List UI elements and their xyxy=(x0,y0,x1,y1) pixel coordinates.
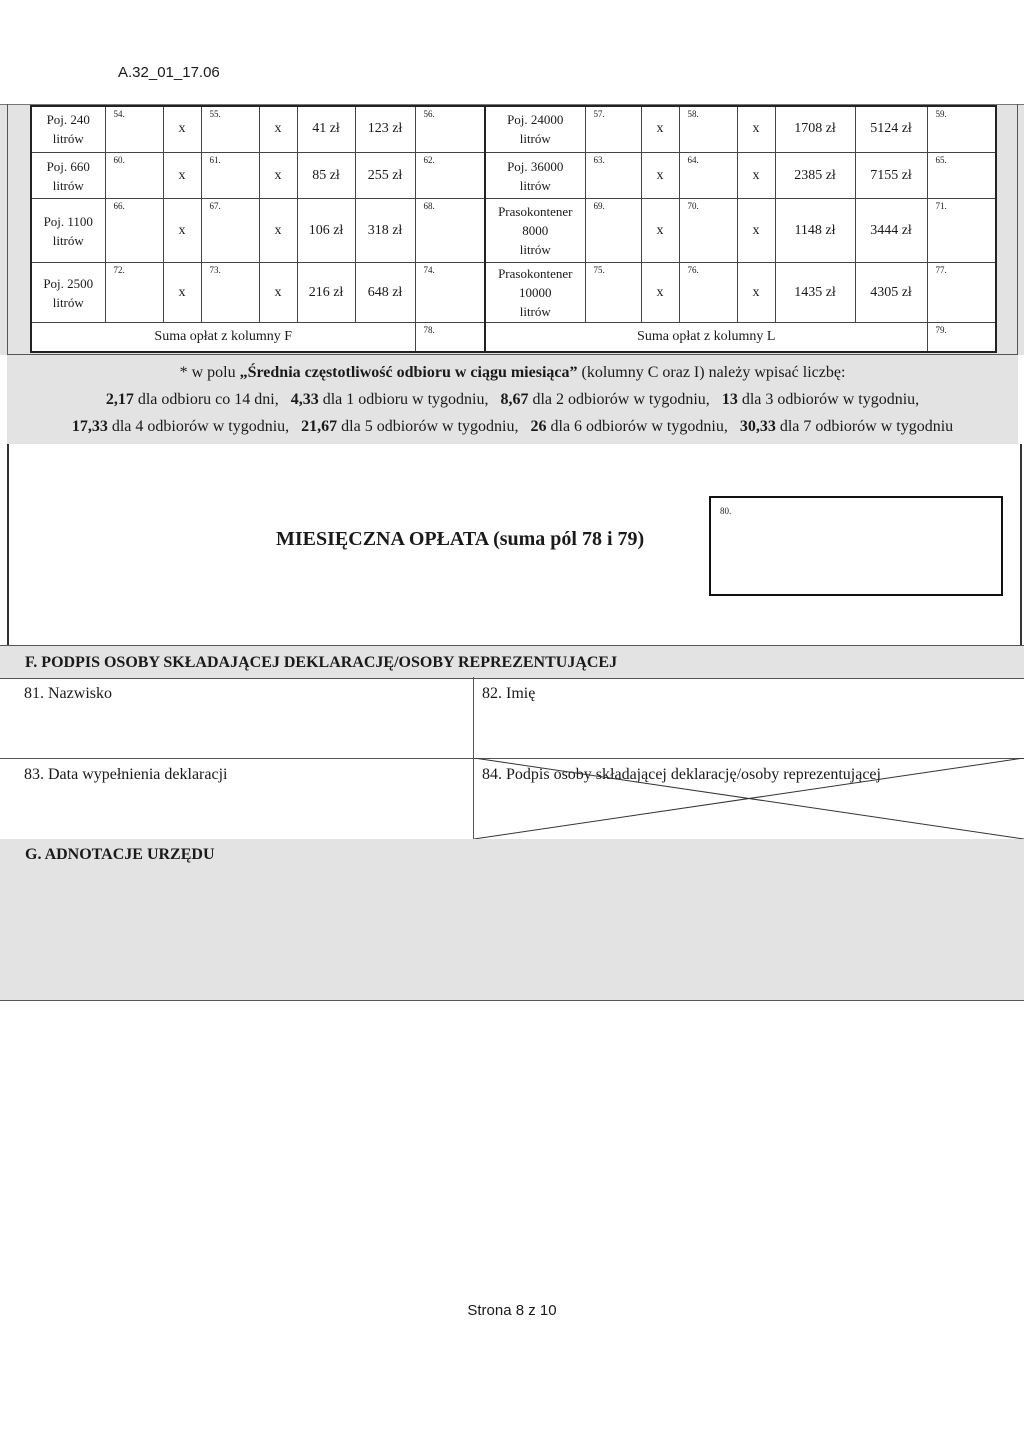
right-container-label: Poj. 24000 litrów xyxy=(485,106,585,152)
field-number: 78. xyxy=(423,325,435,336)
right-multiply-sign: x xyxy=(737,199,775,263)
field-number: 58. xyxy=(687,109,699,119)
right-multiply-sign: x xyxy=(641,106,679,152)
field-number: 67. xyxy=(209,201,221,212)
left-fee-field[interactable] xyxy=(415,262,485,322)
left-multiply-sign: x xyxy=(259,152,297,198)
frequency-value: 21,67 xyxy=(301,418,338,435)
right-fee-field[interactable] xyxy=(927,152,996,198)
left-rate: 85 zł xyxy=(297,152,355,198)
frequency-description: dla 4 odbiorów w tygodniu, xyxy=(107,418,302,435)
right-count-field[interactable] xyxy=(585,199,641,263)
right-fee-field[interactable] xyxy=(927,106,996,152)
frame-line-right xyxy=(1017,104,1018,354)
field-number: 66. xyxy=(113,201,125,212)
document-code: A.32_01_17.06 xyxy=(118,64,220,81)
right-rate-total: 7155 zł xyxy=(855,152,927,198)
section-f-header xyxy=(0,645,1024,679)
field-82-first-name[interactable]: 82. Imię xyxy=(482,685,536,702)
left-frequency-field[interactable] xyxy=(201,106,259,152)
right-count-field[interactable] xyxy=(585,152,641,198)
field-number: 64. xyxy=(687,154,699,165)
frequency-description: dla 7 odbiorów w tygodniu xyxy=(775,418,954,435)
field-number: 68. xyxy=(423,201,435,212)
frequency-description: dla 5 odbiorów w tygodniu, xyxy=(337,418,531,435)
left-rate-total: 255 zł xyxy=(355,152,415,198)
table-row xyxy=(31,106,996,152)
left-rate: 41 zł xyxy=(297,106,355,152)
right-rate-total: 3444 zł xyxy=(855,199,927,263)
right-fee-field[interactable] xyxy=(927,262,996,322)
note-line-1: * w polu „Średnia częstotliwość odbioru w ciągu miesiąca” (kolumny C oraz I) należy wpisać liczbę: xyxy=(179,364,846,381)
signature-row-2 xyxy=(0,758,1024,840)
left-multiply-sign: x xyxy=(163,199,201,263)
left-fee-field[interactable] xyxy=(415,106,485,152)
field-number: 61. xyxy=(209,154,221,165)
left-count-field[interactable] xyxy=(105,152,163,198)
left-container-label: Poj. 2500 litrów xyxy=(31,262,105,322)
section-g-title: G. ADNOTACJE URZĘDU xyxy=(25,846,215,863)
frame-line-left xyxy=(7,104,8,354)
left-rate-total: 648 zł xyxy=(355,262,415,322)
note-line-3 xyxy=(7,418,1018,436)
sum-row xyxy=(31,323,996,352)
field-number: 70. xyxy=(687,201,699,212)
table-row xyxy=(31,199,996,263)
frequency-value: 8,67 xyxy=(500,391,529,408)
left-container-label: Poj. 240 litrów xyxy=(31,106,105,152)
right-frequency-field[interactable] xyxy=(679,199,737,263)
frequency-value: 26 xyxy=(530,418,547,435)
field-number: 60. xyxy=(113,154,125,165)
left-container-label: Poj. 1100 litrów xyxy=(31,199,105,263)
section-f-title: F. PODPIS OSOBY SKŁADAJĄCEJ DEKLARACJĘ/OSOBY REPREZENTUJĄCEJ xyxy=(25,654,618,671)
left-frequency-field[interactable] xyxy=(201,262,259,322)
field-number: 62. xyxy=(423,154,435,165)
left-multiply-sign: x xyxy=(259,262,297,322)
table-row xyxy=(31,152,996,198)
frequency-value: 2,17 xyxy=(105,391,134,408)
right-multiply-sign: x xyxy=(641,152,679,198)
field-number: 69. xyxy=(593,201,605,212)
frequency-value: 4,33 xyxy=(290,391,319,408)
right-rate-total: 5124 zł xyxy=(855,106,927,152)
right-frequency-field[interactable] xyxy=(679,262,737,322)
right-fee-field[interactable] xyxy=(927,199,996,263)
field-number: 73. xyxy=(209,264,221,275)
fee-table xyxy=(30,105,997,353)
note-line-2 xyxy=(7,391,1018,409)
right-multiply-sign: x xyxy=(737,262,775,322)
right-multiply-sign: x xyxy=(641,262,679,322)
left-multiply-sign: x xyxy=(259,106,297,152)
left-container-label: Poj. 660 litrów xyxy=(31,152,105,198)
field-83-fill-date[interactable]: 83. Data wypełnienia deklaracji xyxy=(24,766,228,783)
right-container-label: Poj. 36000 litrów xyxy=(485,152,585,198)
left-rate-total: 123 zł xyxy=(355,106,415,152)
right-count-field[interactable] xyxy=(585,262,641,322)
field-number: 75. xyxy=(593,264,605,275)
field-number: 72. xyxy=(113,264,125,275)
field-number: 63. xyxy=(593,154,605,165)
sum-f-field[interactable] xyxy=(415,323,485,352)
sum-l-label: Suma opłat z kolumny L xyxy=(485,323,927,352)
right-multiply-sign: x xyxy=(641,199,679,263)
left-multiply-sign: x xyxy=(163,152,201,198)
left-frequency-field[interactable] xyxy=(201,152,259,198)
right-rate: 1435 zł xyxy=(775,262,855,322)
frequency-description: dla odbioru co 14 dni, xyxy=(133,391,291,408)
right-container-label: Prasokontener 10000 litrów xyxy=(485,262,585,322)
right-rate-total: 4305 zł xyxy=(855,262,927,322)
field-number: 57. xyxy=(593,109,605,119)
field-number: 59. xyxy=(935,109,947,119)
left-count-field[interactable] xyxy=(105,199,163,263)
right-rate: 2385 zł xyxy=(775,152,855,198)
left-multiply-sign: x xyxy=(163,262,201,322)
left-fee-field[interactable] xyxy=(415,152,485,198)
field-number: 65. xyxy=(935,154,947,165)
frequency-note xyxy=(7,354,1018,446)
left-count-field[interactable] xyxy=(105,262,163,322)
left-count-field[interactable] xyxy=(105,106,163,152)
monthly-fee-section xyxy=(7,444,1022,645)
right-count-field[interactable] xyxy=(585,106,641,152)
frequency-value: 30,33 xyxy=(739,418,776,435)
field-80-monthly-fee[interactable] xyxy=(709,496,1003,596)
left-fee-field[interactable] xyxy=(415,199,485,263)
right-frequency-field[interactable] xyxy=(679,106,737,152)
field-number: 80. xyxy=(720,506,732,516)
right-container-label: Prasokontener 8000 litrów xyxy=(485,199,585,263)
page-number: Strona 8 z 10 xyxy=(467,1302,557,1319)
field-number: 76. xyxy=(687,264,699,275)
field-number: 79. xyxy=(935,325,947,336)
table-row xyxy=(31,262,996,322)
frequency-description: dla 3 odbiorów w tygodniu, xyxy=(737,391,920,408)
sum-l-field[interactable] xyxy=(927,323,996,352)
frequency-description: dla 1 odbioru w tygodniu, xyxy=(318,391,501,408)
left-multiply-sign: x xyxy=(163,106,201,152)
frequency-value: 13 xyxy=(721,391,738,408)
field-84-signature[interactable]: 84. Podpis osoby składającej deklarację/osoby reprezentującej xyxy=(482,766,881,783)
right-rate: 1708 zł xyxy=(775,106,855,152)
frequency-description: dla 6 odbiorów w tygodniu, xyxy=(546,418,740,435)
right-frequency-field[interactable] xyxy=(679,152,737,198)
field-number: 71. xyxy=(935,201,947,212)
monthly-fee-label: MIESIĘCZNA OPŁATA (suma pól 78 i 79) xyxy=(276,528,645,550)
field-number: 55. xyxy=(209,109,221,119)
frequency-description: dla 2 odbiorów w tygodniu, xyxy=(528,391,722,408)
left-rate: 106 zł xyxy=(297,199,355,263)
right-multiply-sign: x xyxy=(737,152,775,198)
section-g-header xyxy=(0,839,1024,871)
left-rate: 216 zł xyxy=(297,262,355,322)
right-multiply-sign: x xyxy=(737,106,775,152)
signature-row-1 xyxy=(0,677,1024,759)
sum-f-label: Suma opłat z kolumny F xyxy=(31,323,415,352)
crossed-out-mark xyxy=(474,758,1024,839)
field-number: 74. xyxy=(423,264,435,275)
field-number: 54. xyxy=(113,109,125,119)
field-81-surname[interactable]: 81. Nazwisko xyxy=(24,685,112,702)
office-notes-area xyxy=(0,870,1024,1001)
field-number: 77. xyxy=(935,264,947,275)
right-rate: 1148 zł xyxy=(775,199,855,263)
frequency-value: 17,33 xyxy=(71,418,108,435)
field-number: 56. xyxy=(423,109,435,119)
left-rate-total: 318 zł xyxy=(355,199,415,263)
left-multiply-sign: x xyxy=(259,199,297,263)
left-frequency-field[interactable] xyxy=(201,199,259,263)
